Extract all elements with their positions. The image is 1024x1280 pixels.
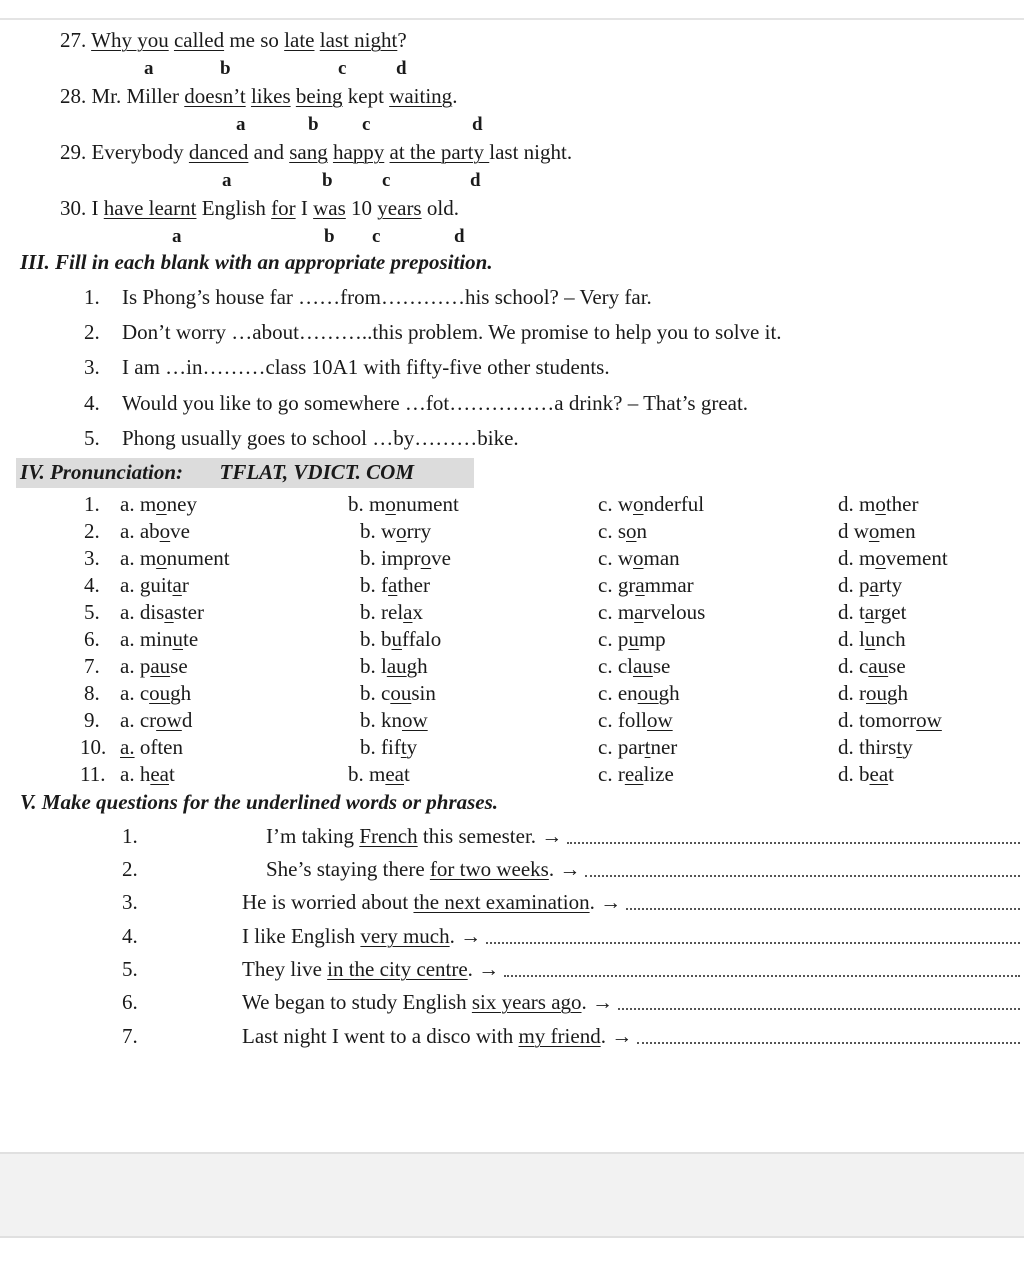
underlined-sound: o bbox=[159, 519, 171, 543]
row-number: 7. bbox=[84, 654, 100, 678]
option-d-word: d. tomorrow bbox=[838, 708, 942, 732]
question-number: 5. bbox=[122, 957, 138, 981]
item-number: 27. bbox=[60, 28, 87, 52]
item-number: 4. bbox=[84, 391, 100, 415]
underlined-sound: u bbox=[391, 627, 402, 651]
option-c-word: c. son bbox=[598, 519, 647, 543]
underlined-sound: u bbox=[172, 627, 183, 651]
underlined-phrase: very much bbox=[360, 924, 450, 948]
option-a-phrase: have learnt bbox=[103, 196, 197, 220]
label-a: a bbox=[144, 58, 154, 79]
option-d-phrase: years bbox=[377, 196, 422, 220]
option-b-phrase: likes bbox=[250, 84, 291, 108]
underlined-phrase: for two weeks bbox=[429, 857, 549, 881]
underlined-sound: o bbox=[626, 519, 637, 543]
option-b-word: b. cousin bbox=[360, 681, 436, 705]
item-number: 28. bbox=[60, 84, 87, 108]
underlined-sound: o bbox=[420, 546, 432, 570]
option-c-word: c. woman bbox=[598, 546, 680, 570]
option-b-word: b. meat bbox=[348, 762, 410, 786]
underlined-sound: u bbox=[628, 627, 639, 651]
sentence: 29. Everybody danced and sang happy at the party last night. bbox=[60, 140, 573, 164]
underlined-sound: o bbox=[396, 519, 407, 543]
option-b-phrase: called bbox=[173, 28, 225, 52]
underlined-sound: au bbox=[632, 654, 653, 678]
option-d-word: d. lunch bbox=[838, 627, 906, 651]
label-c: c bbox=[372, 226, 381, 247]
label-b: b bbox=[308, 114, 319, 135]
list-item bbox=[84, 285, 652, 310]
answer-line[interactable] bbox=[567, 842, 1020, 844]
option-a-word: a. minute bbox=[120, 627, 199, 651]
row-number: 11. bbox=[80, 762, 106, 786]
option-d-word: d. beat bbox=[838, 762, 894, 786]
underlined-sound: ou bbox=[390, 681, 412, 705]
option-b-word: b. father bbox=[360, 573, 430, 597]
underlined-sound: a bbox=[388, 573, 398, 597]
row-number: 8. bbox=[84, 681, 100, 705]
question-sentence: I’m taking French this semester. → bbox=[266, 824, 563, 848]
item-number: 5. bbox=[84, 426, 100, 450]
row-number: 5. bbox=[84, 600, 100, 624]
answer-line[interactable] bbox=[486, 942, 1020, 944]
underlined-sound: a. bbox=[120, 735, 135, 759]
row-number: 4. bbox=[84, 573, 100, 597]
underlined-sound: o bbox=[875, 546, 886, 570]
answer-line[interactable] bbox=[637, 1042, 1020, 1044]
option-b-word: b. worry bbox=[360, 519, 432, 543]
option-c-word: c. realize bbox=[598, 762, 674, 786]
underlined-sound: au bbox=[386, 654, 407, 678]
underlined-phrase: French bbox=[359, 824, 418, 848]
row-number: 1. bbox=[84, 492, 100, 516]
answer-line[interactable] bbox=[585, 875, 1020, 877]
option-b-phrase: sang bbox=[289, 140, 328, 164]
item-number: 29. bbox=[60, 140, 87, 164]
row-number: 6. bbox=[84, 627, 100, 651]
underlined-sound: a bbox=[403, 600, 413, 624]
arrow-icon: → bbox=[541, 824, 563, 848]
underlined-sound: a bbox=[864, 600, 875, 624]
option-a-word: a. heat bbox=[120, 762, 175, 786]
label-c: c bbox=[382, 170, 391, 191]
underlined-sound: ow bbox=[646, 708, 673, 732]
row-number: 2. bbox=[84, 519, 100, 543]
underlined-phrase: in the city centre bbox=[327, 957, 468, 981]
underlined-sound: a bbox=[164, 600, 174, 624]
option-b-word: b. know bbox=[360, 708, 428, 732]
sentence: 27. Why you called me so late last night? bbox=[60, 28, 407, 52]
option-d-phrase: waiting bbox=[389, 84, 453, 108]
option-a-word: a. cough bbox=[120, 681, 192, 705]
label-a: a bbox=[172, 226, 182, 247]
underlined-sound: o bbox=[868, 519, 880, 543]
option-d-word: d women bbox=[838, 519, 916, 543]
option-b-phrase: for bbox=[271, 196, 296, 220]
underlined-sound: o bbox=[875, 492, 886, 516]
answer-line[interactable] bbox=[504, 975, 1020, 977]
option-b-word: b. improve bbox=[360, 546, 451, 570]
section-iv-title: IV. Pronunciation: bbox=[20, 460, 184, 484]
underlined-sound: ou bbox=[866, 681, 887, 705]
underlined-sound: o bbox=[633, 492, 644, 516]
underlined-sound: ou bbox=[149, 681, 171, 705]
underlined-sound: o bbox=[156, 492, 167, 516]
question-number: 6. bbox=[122, 990, 138, 1014]
underlined-sound: ow bbox=[156, 708, 182, 732]
item-text: Phong usually goes to school …by………bike. bbox=[122, 426, 519, 450]
underlined-sound: ea bbox=[385, 762, 404, 786]
arrow-icon: → bbox=[592, 990, 614, 1014]
underlined-sound: o bbox=[633, 546, 644, 570]
underlined-sound: ea bbox=[869, 762, 889, 786]
option-c-word: c. partner bbox=[598, 735, 678, 759]
option-a-word: a. crowd bbox=[120, 708, 193, 732]
top-divider bbox=[0, 18, 1024, 20]
option-d-word: d. mother bbox=[838, 492, 919, 516]
option-c-phrase: happy bbox=[332, 140, 385, 164]
option-c-word: c. enough bbox=[598, 681, 680, 705]
answer-line[interactable] bbox=[626, 908, 1020, 910]
item-text: Would you like to go somewhere …fot……………a drink? – That’s great. bbox=[122, 391, 749, 415]
option-c-word: c. clause bbox=[598, 654, 671, 678]
underlined-sound: a bbox=[869, 573, 879, 597]
underlined-sound: o bbox=[385, 492, 396, 516]
row-number: 3. bbox=[84, 546, 100, 570]
option-b-word: b. buffalo bbox=[360, 627, 442, 651]
label-d: d bbox=[396, 58, 407, 79]
option-a-word: a. disaster bbox=[120, 600, 204, 624]
item-text: I am …in………class 10A1 with fifty-five other students. bbox=[122, 355, 610, 379]
option-d-word: d. rough bbox=[838, 681, 908, 705]
option-c-word: c. marvelous bbox=[598, 600, 706, 624]
underlined-sound: ea bbox=[624, 762, 644, 786]
option-c-phrase: was bbox=[313, 196, 346, 220]
question-number: 1. bbox=[122, 824, 138, 848]
option-b-word: b. fifty bbox=[360, 735, 418, 759]
underlined-sound: u bbox=[864, 627, 876, 651]
section-iv-heading bbox=[20, 460, 414, 485]
option-d-word: d. movement bbox=[838, 546, 948, 570]
option-a-word: a. guitar bbox=[120, 573, 189, 597]
underlined-sound: t bbox=[644, 735, 651, 759]
option-d-word: d. thirsty bbox=[838, 735, 913, 759]
underlined-sound: a bbox=[634, 600, 644, 624]
underlined-phrase: my friend bbox=[518, 1024, 601, 1048]
label-c: c bbox=[362, 114, 371, 135]
list-item bbox=[84, 320, 782, 345]
underlined-sound: ea bbox=[150, 762, 169, 786]
option-a-word: a. above bbox=[120, 519, 190, 543]
question-sentence: They live in the city centre. → bbox=[242, 957, 500, 981]
item-text: Don’t worry …about………..this problem. We promise to help you to solve it. bbox=[122, 320, 782, 344]
arrow-icon: → bbox=[478, 957, 500, 981]
option-a-phrase: Why you bbox=[91, 28, 169, 52]
question-number: 7. bbox=[122, 1024, 138, 1048]
option-c-word: c. grammar bbox=[598, 573, 694, 597]
label-b: b bbox=[324, 226, 335, 247]
label-b: b bbox=[220, 58, 231, 79]
arrow-icon: → bbox=[600, 890, 622, 914]
list-item bbox=[84, 426, 519, 451]
underlined-phrase: the next examination bbox=[413, 890, 590, 914]
option-d-word: d. cause bbox=[838, 654, 906, 678]
item-number: 1. bbox=[84, 285, 100, 309]
label-a: a bbox=[222, 170, 232, 191]
option-a-word: a. money bbox=[120, 492, 197, 516]
label-d: d bbox=[470, 170, 481, 191]
arrow-icon: → bbox=[460, 924, 482, 948]
underlined-sound: ow bbox=[916, 708, 942, 732]
underlined-sound: o bbox=[156, 546, 167, 570]
option-a-phrase: doesn’t bbox=[184, 84, 246, 108]
question-sentence: Last night I went to a disco with my friend. → bbox=[242, 1024, 633, 1048]
option-c-phrase: being bbox=[295, 84, 343, 108]
row-number: 10. bbox=[80, 735, 107, 759]
list-item bbox=[84, 391, 748, 416]
section-iv-source: TFLAT, VDICT. COM bbox=[219, 460, 415, 484]
label-d: d bbox=[454, 226, 465, 247]
underlined-sound: au bbox=[868, 654, 889, 678]
option-a-word: a. pause bbox=[120, 654, 188, 678]
question-sentence: We began to study English six years ago. → bbox=[242, 990, 614, 1014]
item-number: 2. bbox=[84, 320, 100, 344]
list-item bbox=[84, 355, 610, 380]
item-number: 30. bbox=[60, 196, 87, 220]
option-d-word: d. target bbox=[838, 600, 907, 624]
underlined-sound: ow bbox=[402, 708, 428, 732]
underlined-sound: t bbox=[400, 735, 407, 759]
underlined-sound: au bbox=[150, 654, 171, 678]
underlined-sound: ou bbox=[637, 681, 659, 705]
question-sentence: I like English very much. → bbox=[242, 924, 482, 948]
item-text: Is Phong’s house far ……from…………his school? – Very far. bbox=[122, 285, 652, 309]
question-sentence: She’s staying there for two weeks. → bbox=[266, 857, 581, 881]
option-d-phrase: at the party bbox=[389, 140, 490, 164]
option-c-word: c. pump bbox=[598, 627, 666, 651]
option-c-word: c. follow bbox=[598, 708, 673, 732]
item-number: 3. bbox=[84, 355, 100, 379]
label-a: a bbox=[236, 114, 246, 135]
label-b: b bbox=[322, 170, 333, 191]
sentence: 28. Mr. Miller doesn’t likes being kept waiting. bbox=[60, 84, 458, 108]
underlined-sound: t bbox=[896, 735, 903, 759]
underlined-sound: a bbox=[635, 573, 645, 597]
option-a-word: a. monument bbox=[120, 546, 230, 570]
option-b-word: b. relax bbox=[360, 600, 423, 624]
option-a-word: a. often bbox=[120, 735, 183, 759]
arrow-icon: → bbox=[611, 1024, 633, 1048]
arrow-icon: → bbox=[559, 857, 581, 881]
underlined-sound: a bbox=[172, 573, 182, 597]
option-b-word: b. monument bbox=[348, 492, 459, 516]
option-d-word: d. party bbox=[838, 573, 903, 597]
option-a-phrase: danced bbox=[188, 140, 249, 164]
question-number: 3. bbox=[122, 890, 138, 914]
label-d: d bbox=[472, 114, 483, 135]
bottom-bar bbox=[0, 1152, 1024, 1238]
option-d-phrase: last night bbox=[319, 28, 398, 52]
option-b-word: b. laugh bbox=[360, 654, 428, 678]
sentence: 30. I have learnt English for I was 10 years old. bbox=[60, 196, 459, 220]
row-number: 9. bbox=[84, 708, 100, 732]
option-c-phrase: late bbox=[284, 28, 315, 52]
label-c: c bbox=[338, 58, 347, 79]
answer-line[interactable] bbox=[618, 1008, 1020, 1010]
underlined-phrase: six years ago bbox=[471, 990, 582, 1014]
question-sentence: He is worried about the next examination. → bbox=[242, 890, 622, 914]
question-number: 2. bbox=[122, 857, 138, 881]
option-c-word: c. wonderful bbox=[598, 492, 705, 516]
question-number: 4. bbox=[122, 924, 138, 948]
section-iii-heading: III. Fill in each blank with an appropriate preposition. bbox=[20, 250, 493, 274]
section-v-heading: V. Make questions for the underlined words or phrases. bbox=[20, 790, 499, 814]
